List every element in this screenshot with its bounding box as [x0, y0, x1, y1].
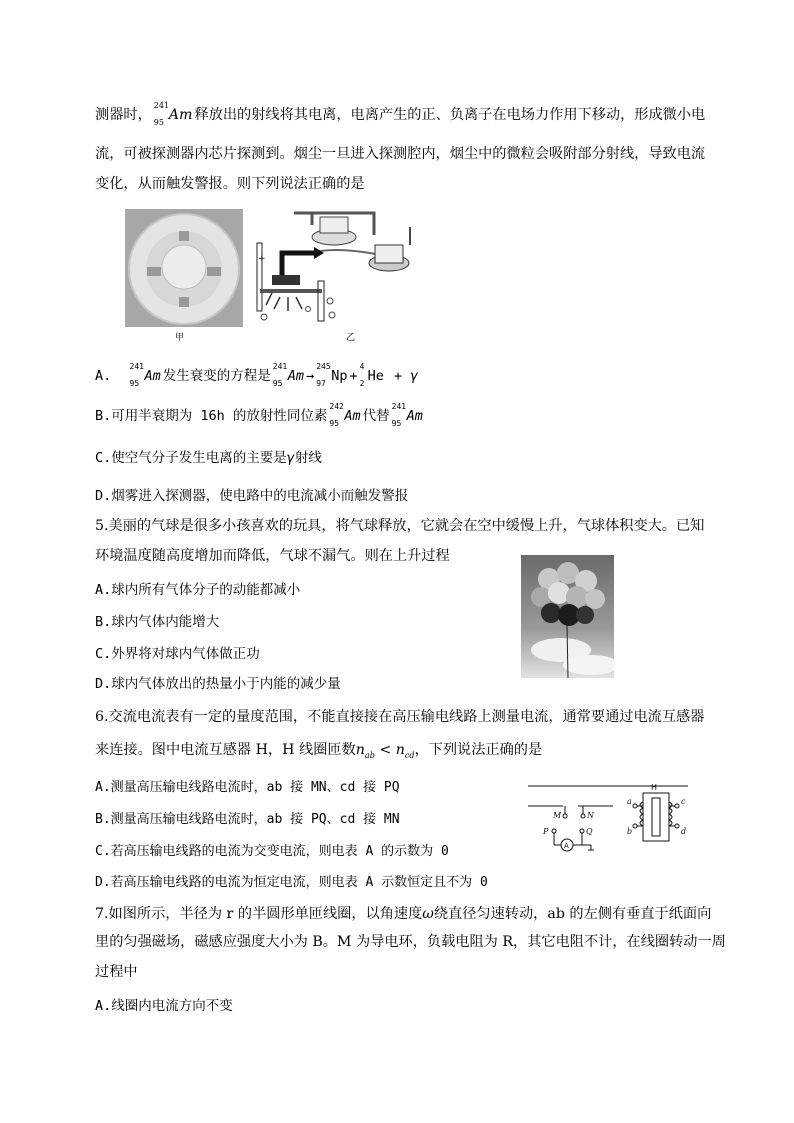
q4-option-d: D.烟雾进入探测器，使电路中的电流减小而触发警报 — [95, 488, 409, 504]
svg-text:d: d — [681, 827, 687, 836]
svg-text:b: b — [627, 827, 633, 836]
q5-option-d: D.球内气体放出的热量小于内能的减少量 — [95, 676, 341, 692]
plus-sign: + — [258, 254, 266, 264]
q6-stem-line2: 来连接。图中电流互感器 H，H 线圈匝数$n_{ab} < n_{cd}$，下列说法正确的是 — [95, 742, 543, 760]
q5-option-c: C.外界将对球内气体做正功 — [95, 646, 260, 662]
para1-line2: 流，可被探测器内芯片探测到。烟尘一旦进入探测腔内，烟尘中的微粒会吸附部分射线，导致电流 — [95, 146, 706, 162]
balloons-photo — [521, 555, 614, 678]
q6-option-a: A.测量高压输电线路电流时，ab 接 MN、cd 接 PQ — [95, 780, 400, 795]
q5-stem-line1: 5.美丽的气球是很多小孩喜欢的玩具，将气球释放，它就会在空中缓慢上升，气球体积变大。已知 — [95, 518, 705, 534]
smoke-detector-photo — [125, 209, 243, 327]
q4-option-a: A. 241 95 Am 发生衰变的方程是 241 95 Am → 245 97 Np + 4 2 He + γ — [95, 362, 419, 388]
ammeter-label: A — [564, 842, 569, 850]
isotope: 4 2 He — [359, 362, 384, 388]
figure-label-jia: 甲 — [175, 333, 185, 343]
q5-option-a: A.球内所有气体分子的动能都减小 — [95, 582, 301, 598]
isotope: 245 97 Np — [316, 362, 348, 388]
text: 测器时， — [95, 107, 152, 123]
svg-text:c: c — [681, 797, 686, 806]
isotope: 241 95 Am — [272, 362, 305, 388]
svg-text:P: P — [543, 827, 549, 836]
figure-label-yi: 乙 — [346, 333, 356, 343]
q6-option-b: B.测量高压输电线路电流时，ab 接 PQ、cd 接 MN — [95, 812, 400, 827]
svg-text:Q: Q — [586, 827, 593, 836]
current-transformer-diagram — [523, 778, 689, 858]
text: 释放出的射线将其电离，电离产生的正、负离子在电场力作用下移动，形成微小电 — [194, 107, 706, 123]
q6-option-d: D.若高压输电线路的电流为恒定电流，则电表 A 示数恒定且不为 0 — [95, 875, 488, 890]
q6-stem-line1: 6.交流电流表有一定的量度范围，不能直接接在高压输电线路上测量电流，通常要通过电流互感器 — [95, 709, 705, 725]
transformer-label: H — [651, 783, 658, 792]
svg-text:a: a — [627, 797, 632, 806]
svg-text:N: N — [587, 811, 594, 820]
q7-option-a: A.线圈内电流方向不变 — [95, 998, 233, 1014]
q6-option-c: C.若高压输电线路的电流为交变电流，则电表 A 的示数为 0 — [95, 844, 449, 859]
q4-option-b: B.可用半衰期为 16h 的放射性同位素 242 95 Am 代替 241 95 Am — [95, 402, 423, 428]
q5-option-b: B.球内气体内能增大 — [95, 614, 220, 630]
detector-circuit-diagram — [252, 205, 417, 327]
para1-line1 — [95, 101, 706, 127]
isotope: 241 95 Am — [129, 362, 161, 388]
isotope-am241: 241 95 Am — [153, 101, 193, 127]
q7-stem-line3: 过程中 — [95, 964, 138, 980]
q4-option-c: C.使空气分子发生电离的主要是γ射线 — [95, 450, 322, 466]
isotope: 242 95 Am — [329, 402, 361, 428]
para1-line3: 变化，从而触发警报。则下列说法正确的是 — [95, 176, 365, 192]
q5-stem-line2: 环境温度随高度增加而降低，气球不漏气。则在上升过程 — [95, 548, 450, 564]
q7-stem-line2: 里的匀强磁场，磁感应强度大小为 B。M 为导电环，负载电阻为 R，其它电阻不计，在线圈转动一周 — [95, 934, 726, 950]
svg-text:M: M — [553, 811, 562, 820]
q7-stem-line1: 7.如图所示，半径为 r 的半圆形单匝线圈，以角速度ω绕直径匀速转动，ab 的左侧有垂直于纸面向 — [95, 906, 712, 922]
isotope: 241 95 Am — [391, 402, 423, 428]
